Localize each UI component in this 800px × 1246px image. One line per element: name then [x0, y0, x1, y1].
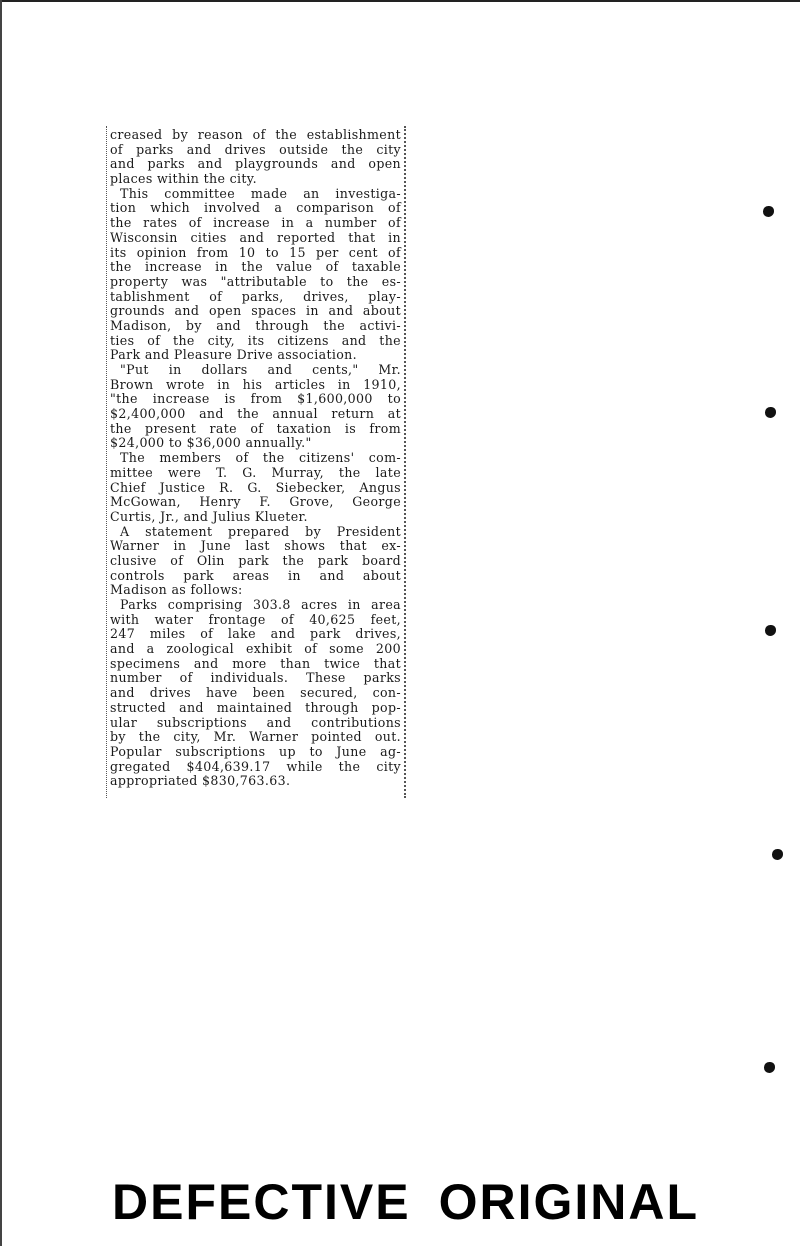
text-line: by the city, Mr. Warner pointed out.	[110, 729, 401, 745]
binder-hole-mark	[772, 849, 783, 860]
stamp-word-defective: DEFECTIVE	[112, 1174, 411, 1230]
text-line: appropriated $830,763.63.	[110, 773, 291, 789]
text-line: Popular subscriptions up to June ag-	[110, 743, 401, 759]
text-line: Madison as follows:	[110, 582, 243, 598]
text-line: $24,000 to $36,000 annually."	[110, 435, 312, 451]
text-line: 247 miles of lake and park drives,	[110, 626, 401, 642]
text-line: The members of the citizens' com-	[120, 450, 401, 466]
text-line: Warner in June last shows that ex-	[110, 538, 401, 554]
binder-hole-mark	[765, 407, 776, 418]
text-line: Parks comprising 303.8 acres in area	[120, 597, 401, 612]
stamp-word-original: ORIGINAL	[438, 1174, 700, 1230]
text-line: "Put in dollars and cents," Mr.	[120, 362, 401, 377]
binder-hole-mark	[765, 625, 776, 636]
text-line: property was "attributable to the es-	[110, 273, 401, 289]
text-line: and parks and playgrounds and open	[110, 156, 401, 172]
text-line: $2,400,000 and the annual return at	[110, 406, 401, 422]
text-line: Park and Pleasure Drive association.	[110, 347, 357, 363]
newspaper-clipping	[106, 126, 406, 798]
page-left-edge	[0, 0, 2, 1246]
text-line: with water frontage of 40,625 feet,	[110, 611, 401, 627]
text-line: This committee made an investiga-	[120, 185, 401, 201]
text-line: tion which involved a comparison of	[110, 200, 401, 216]
text-line: McGowan, Henry F. Grove, George	[110, 494, 401, 510]
text-line: tablishment of parks, drives, play-	[110, 288, 401, 304]
text-line: and drives have been secured, con-	[110, 685, 401, 701]
text-line: Chief Justice R. G. Siebecker, Angus	[110, 479, 401, 495]
text-line: places within the city.	[110, 171, 257, 187]
text-line: Wisconsin cities and reported that in	[110, 229, 401, 245]
text-line: the present rate of taxation is from	[110, 420, 401, 436]
text-line: A statement prepared by President	[120, 523, 401, 539]
page-top-edge	[0, 0, 800, 2]
text-line: controls park areas in and about	[110, 567, 401, 583]
defective-original-stamp	[112, 1167, 700, 1237]
text-line: creased by reason of the establishment	[110, 127, 401, 142]
text-line: Madison, by and through the activi-	[110, 317, 401, 333]
binder-hole-mark	[763, 206, 774, 217]
text-line: clusive of Olin park the park board	[110, 552, 401, 568]
text-line: grounds and open spaces in and about	[110, 303, 401, 319]
text-line: its opinion from 10 to 15 per cent of	[110, 244, 401, 260]
text-line: and a zoological exhibit of some 200	[110, 641, 401, 657]
text-line: of parks and drives outside the city	[110, 141, 401, 157]
text-line: the rates of increase in a number of	[110, 215, 401, 231]
text-line: ties of the city, its citizens and the	[110, 332, 401, 348]
text-line: structed and maintained through pop-	[110, 699, 401, 715]
text-line: specimens and more than twice that	[110, 655, 401, 671]
text-line: "the increase is from $1,600,000 to	[110, 391, 401, 407]
text-line: number of individuals. These parks	[110, 670, 401, 686]
text-line: Brown wrote in his articles in 1910,	[110, 376, 401, 392]
text-line: ular subscriptions and contributions	[110, 714, 401, 730]
text-line: gregated $404,639.17 while the city	[110, 758, 401, 774]
text-line: mittee were T. G. Murray, the late	[110, 464, 401, 480]
text-line: the increase in the value of taxable	[110, 259, 401, 275]
text-line: Curtis, Jr., and Julius Klueter.	[110, 508, 308, 524]
binder-hole-mark	[764, 1062, 775, 1073]
